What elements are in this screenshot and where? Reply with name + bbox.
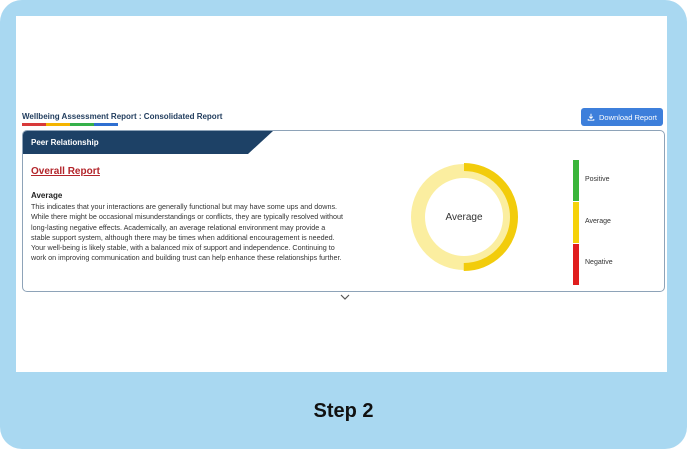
download-report-button[interactable] <box>581 108 663 126</box>
scale-negative-bar <box>573 244 579 285</box>
title-underline-segment <box>94 123 118 126</box>
chevron-down-icon[interactable] <box>340 294 350 300</box>
step-caption: Step 2 <box>313 400 374 422</box>
download-report-label: Download Report <box>599 112 657 122</box>
scale-positive-bar <box>573 160 579 201</box>
title-underline <box>22 123 118 126</box>
scale-negative-label: Negative <box>585 259 613 266</box>
peer-relationship-card <box>22 130 665 292</box>
title-underline-segment <box>22 123 46 126</box>
overall-report-link[interactable]: Overall Report <box>31 166 100 177</box>
card-header-title: Peer Relationship <box>31 138 99 147</box>
title-underline-segment <box>70 123 94 126</box>
download-icon <box>587 113 595 121</box>
gauge-label: Average <box>445 211 483 223</box>
title-underline-segment <box>46 123 70 126</box>
result-level-heading: Average <box>31 191 63 200</box>
result-description: This indicates that your interactions are generally functional but may have some ups and downs. While there might be occasional misunderstandings or conflicts, they are typically resolved without long-lasting negative effects. Academically, an average relational environment may provide a stable support system, although there may be times when additional encouragement is needed. Your well-being is likely stable, with a balanced mix of support and independence. Continuing to work on improving communication and building trust can help enhance these relationships further. <box>31 202 344 263</box>
scale-average-label: Average <box>585 218 611 225</box>
app-screen <box>16 16 667 372</box>
page-title: Wellbeing Assessment Report : Consolidated Report <box>22 112 223 121</box>
scale-average-bar <box>573 202 579 243</box>
scale-positive-label: Positive <box>585 176 610 183</box>
